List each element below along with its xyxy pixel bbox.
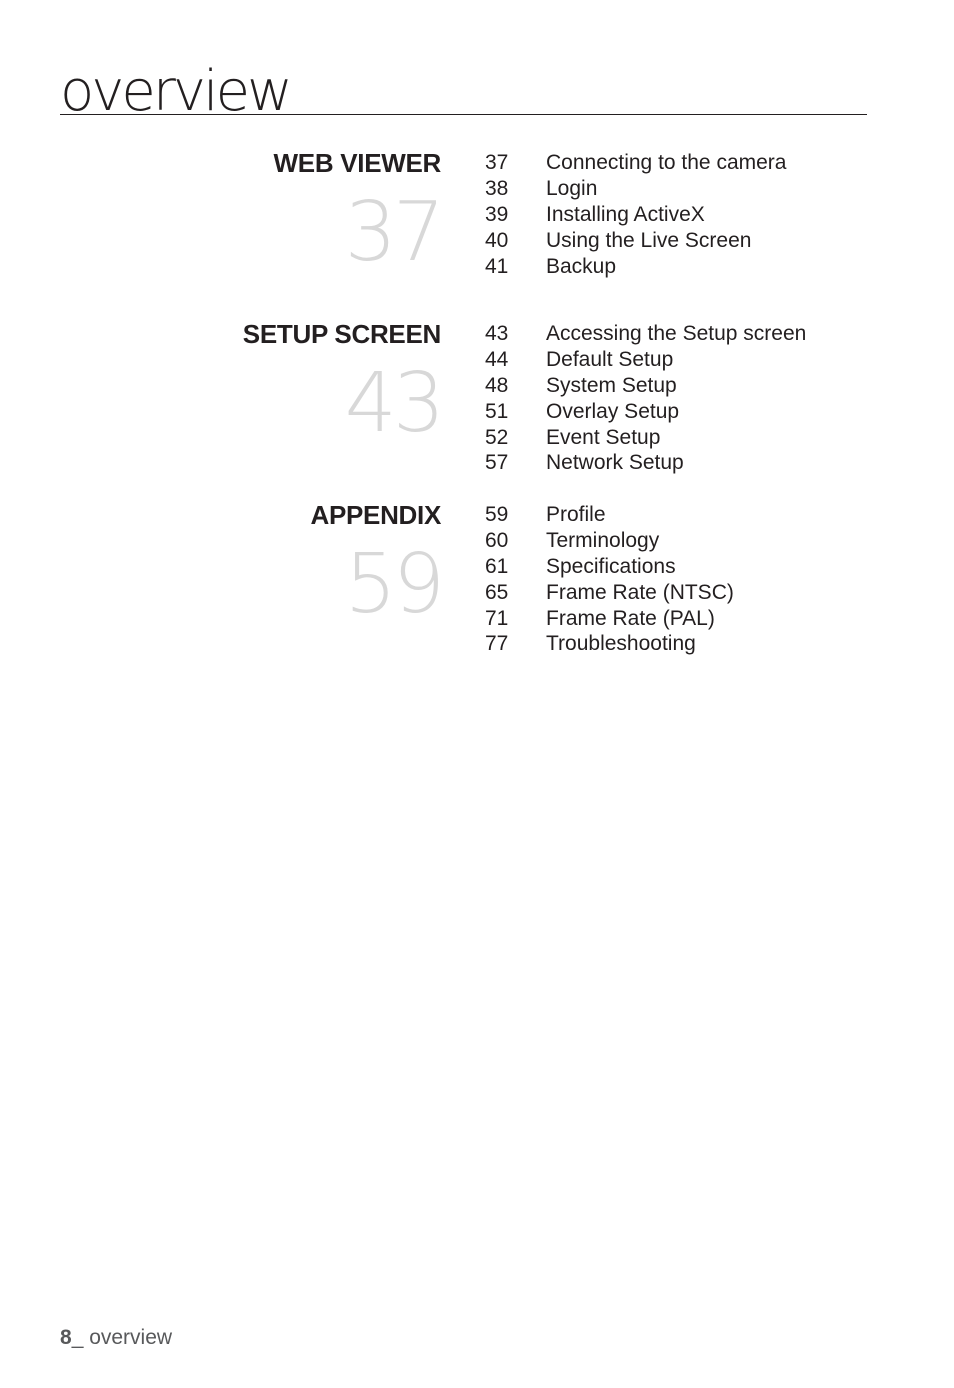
toc-entry-label: Specifications [546,554,676,578]
toc-entry[interactable] [485,321,806,347]
toc-entry-label: Backup [546,254,617,278]
section-start-number: 37 [344,185,441,280]
toc-entry-label: Troubleshooting [546,632,696,656]
toc-entry[interactable] [485,253,786,279]
toc-entry-label: Profile [546,503,606,527]
toc-page-number: 39 [485,202,509,226]
toc-list [485,321,806,476]
toc-page-number: 40 [485,228,509,252]
toc-entry-label: Installing ActiveX [546,202,705,226]
page-header [60,58,867,124]
toc-entry-label: Connecting to the camera [546,151,787,175]
section-start-number: 43 [344,356,441,451]
toc-entry[interactable] [485,398,806,424]
toc-entry[interactable] [485,554,734,580]
toc-entry-label: Overlay Setup [546,399,680,423]
toc-entry[interactable] [485,202,786,228]
toc-entry-label: Using the Live Screen [546,228,752,252]
section-title: APPENDIX [310,500,441,530]
page-title: overview [60,59,290,124]
toc-entry[interactable] [485,631,734,657]
footer-separator: _ [71,1326,90,1349]
toc-entry-label: Terminology [546,529,660,553]
toc-page-number: 65 [485,580,509,604]
toc-page-number: 61 [485,554,509,578]
toc-page-number: 60 [485,529,509,553]
toc-entry-label: Frame Rate (PAL) [546,606,715,630]
toc-entry-label: Login [546,177,598,201]
toc-list [485,502,734,657]
toc-page-number: 51 [485,399,509,423]
toc-page-number: 44 [485,348,509,372]
toc-entry[interactable] [485,579,734,605]
toc-entry-label: Default Setup [546,348,674,372]
footer-label: overview [89,1326,173,1349]
toc-page-number: 48 [485,373,509,397]
page-footer [60,1326,172,1350]
toc-list [485,150,786,279]
toc-entry-label: Network Setup [546,451,684,475]
toc-page-number: 57 [485,451,509,475]
toc-page-number: 43 [485,322,509,346]
toc-entry-label: System Setup [546,373,677,397]
section-title: SETUP SCREEN [242,319,441,349]
toc-page-number: 59 [485,503,509,527]
toc-entry[interactable] [485,150,786,176]
section-start-number: 59 [344,537,441,632]
toc-entry-label: Accessing the Setup screen [546,322,807,346]
toc-page-number: 41 [485,254,509,278]
toc-entry-label: Frame Rate (NTSC) [546,580,734,604]
toc-entry[interactable] [485,502,734,528]
toc-entry[interactable] [485,176,786,202]
toc-entry[interactable] [485,347,806,373]
toc-page-number: 38 [485,177,509,201]
section-title: WEB VIEWER [273,148,441,178]
toc-page-number: 52 [485,425,509,449]
toc-page-number: 71 [485,606,509,630]
toc-entry[interactable] [485,373,806,399]
toc-entry-label: Event Setup [546,425,661,449]
toc-entry[interactable] [485,450,806,476]
toc-page-number: 77 [485,632,509,656]
footer-page-number: 8 [60,1326,72,1349]
toc-entry[interactable] [485,605,734,631]
toc-entry[interactable] [485,528,734,554]
toc-entry[interactable] [485,227,786,253]
toc-page-number: 37 [485,151,509,175]
toc-entry[interactable] [485,424,806,450]
